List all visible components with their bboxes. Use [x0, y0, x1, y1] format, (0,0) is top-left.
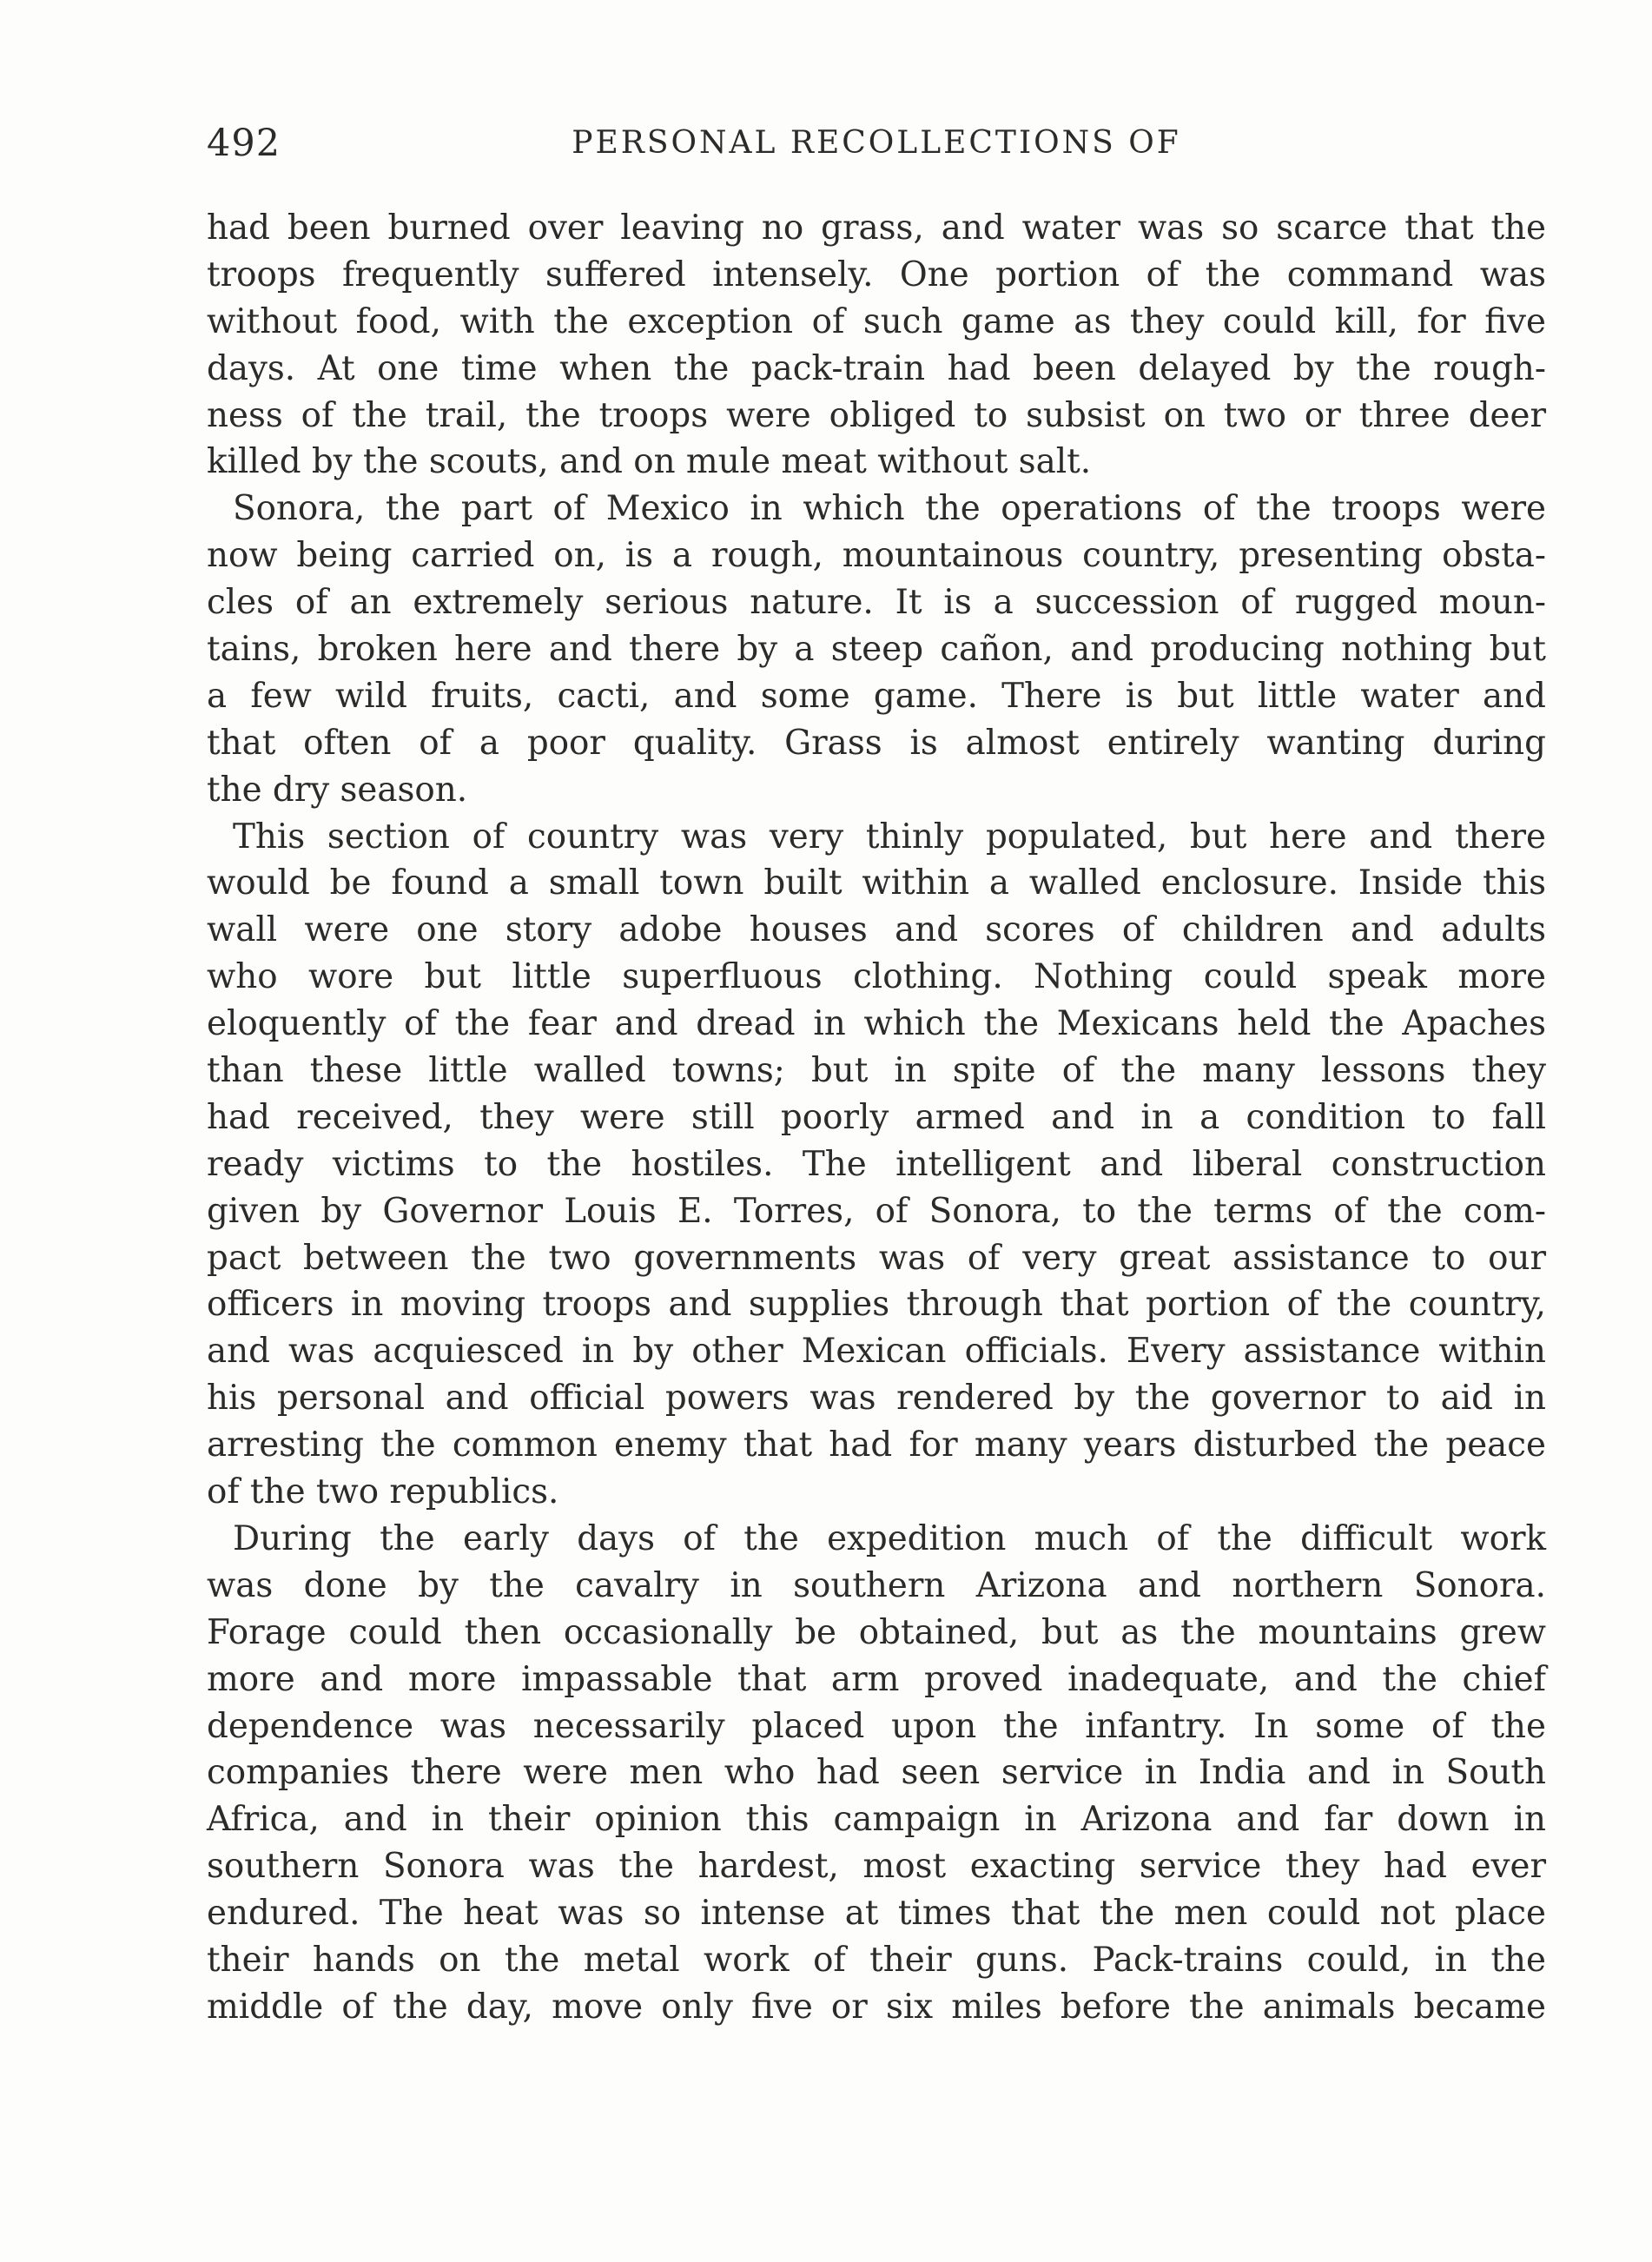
text-line: was done by the cavalry in southern Arizona and northern Sonora. [207, 1565, 1546, 1605]
text-line: pact between the two governments was of very great assistance to our [207, 1238, 1546, 1278]
running-title: PERSONAL RECOLLECTIONS OF [572, 125, 1181, 161]
text-line: endured. The heat was so intense at times that the men could not place [207, 1894, 1546, 1934]
text-line: companies there were men who had seen service in India and in South [207, 1753, 1546, 1793]
text-line: troops frequently suffered intensely. One portion of the command was [207, 255, 1546, 294]
running-head [207, 122, 1546, 174]
text-line: days. At one time when the pack-train had been delayed by the rough- [207, 348, 1546, 388]
text-line: would be found a small town built within a walled enclosure. Inside this [207, 863, 1546, 903]
text-line: dependence was necessarily placed upon the infantry. In some of the [207, 1706, 1546, 1746]
text-line: officers in moving troops and supplies through that portion of the country, [207, 1285, 1546, 1325]
text-line: who wore but little superfluous clothing. Nothing could speak more [207, 957, 1546, 997]
text-line: and was acquiesced in by other Mexican officials. Every assistance within [207, 1332, 1546, 1372]
text-line: without food, with the exception of such game as they could kill, for five [207, 301, 1546, 341]
text-line: given by Governor Louis E. Torres, of Sonora, to the terms of the com- [207, 1191, 1546, 1231]
text-line: eloquently of the fear and dread in which the Mexicans held the Apaches [207, 1004, 1546, 1044]
text-line: a few wild fruits, cacti, and some game. There is but little water and [207, 676, 1546, 716]
text-line: Forage could then occasionally be obtained, but as the mountains grew [207, 1612, 1546, 1652]
text-line: Africa, and in their opinion this campaign in Arizona and far down in [207, 1800, 1546, 1840]
text-line: ness of the trail, the troops were obliged to subsist on two or three deer [207, 395, 1546, 435]
paragraph-first-line: This section of country was very thinly populated, but here and there [233, 817, 1546, 857]
text-line: more and more impassable that arm proved inadequate, and the chief [207, 1659, 1546, 1699]
text-line: ready victims to the hostiles. The intelligent and liberal construction [207, 1144, 1546, 1184]
text-line: southern Sonora was the hardest, most exacting service they had ever [207, 1847, 1546, 1887]
text-line: now being carried on, is a rough, mountainous country, presenting obsta- [207, 536, 1546, 576]
text-line: had been burned over leaving no grass, and water was so scarce that the [207, 208, 1546, 248]
text-line: of the two republics. [207, 1472, 559, 1512]
text-line: than these little walled towns; but in spite of the many lessons they [207, 1051, 1546, 1091]
text-line: arresting the common enemy that had for many years disturbed the peace [207, 1425, 1546, 1465]
text-line: killed by the scouts, and on mule meat without salt. [207, 442, 1092, 482]
text-line: middle of the day, move only five or six miles before the animals became [207, 1987, 1546, 2027]
text-line: that often of a poor quality. Grass is almost entirely wanting during [207, 723, 1546, 763]
text-line: tains, broken here and there by a steep cañon, and producing nothing but [207, 630, 1546, 670]
paragraph-first-line: Sonora, the part of Mexico in which the operations of the troops were [233, 489, 1546, 529]
text-line: his personal and official powers was rendered by the governor to aid in [207, 1379, 1546, 1419]
page-number: 492 [207, 122, 281, 165]
text-line: had received, they were still poorly armed and in a condition to fall [207, 1097, 1546, 1137]
text-line: wall were one story adobe houses and scores of children and adults [207, 910, 1546, 950]
text-line: their hands on the metal work of their guns. Pack-trains could, in the [207, 1940, 1546, 1980]
paragraph-first-line: During the early days of the expedition much of the difficult work [233, 1518, 1546, 1558]
text-line: cles of an extremely serious nature. It is a succession of rugged moun- [207, 583, 1546, 623]
body-text [207, 205, 1546, 2031]
text-line: the dry season. [207, 770, 468, 810]
